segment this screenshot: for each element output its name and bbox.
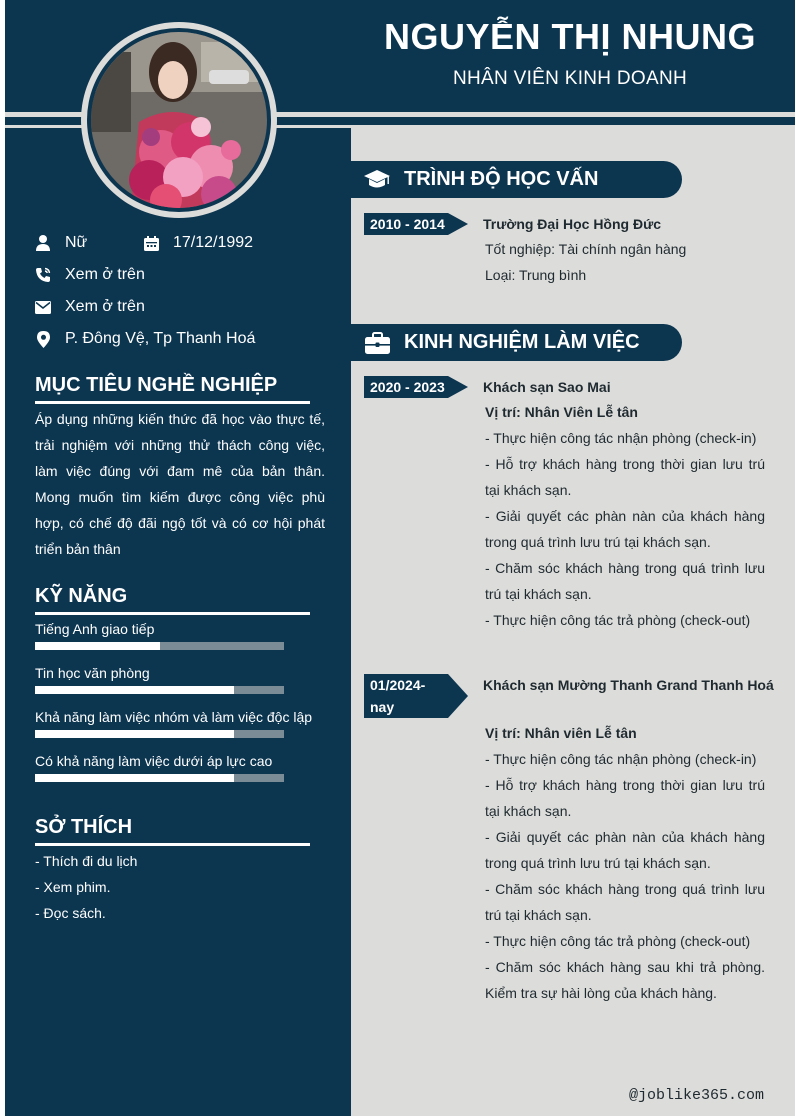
job-position: Vị trí: Nhân Viên Lễ tân [485,404,638,420]
email-value: Xem ở trên [65,298,145,315]
job-period-tag [364,674,468,718]
list-item: - Thích đi du lịch [35,853,138,869]
address-value: P. Đông Vệ, Tp Thanh Hoá [65,330,256,347]
skill-label: Tin học văn phòng [35,665,150,681]
hobbies-divider [35,843,310,846]
skills-title: KỸ NĂNG [35,585,128,607]
job-company: Khách sạn Mường Thanh Grand Thanh Hoá [483,677,774,693]
phone-value: Xem ở trên [65,266,145,283]
job-details [485,399,765,633]
job-period-tag [364,376,468,398]
skills-divider [35,612,310,615]
education-major: Tốt nghiệp: Tài chính ngân hàng [485,241,687,257]
job-duty: - Thực hiện công tác nhận phòng (check-in) [485,430,757,446]
job-duty: - Chăm sóc khách hàng trong quá trình lưu trú tại khách sạn. [485,881,765,923]
education-grade: Loại: Trung bình [485,267,587,283]
candidate-role: NHÂN VIÊN KINH DOANH [452,68,688,89]
skill-bar [35,730,284,738]
gender-row [35,234,87,252]
job-duty: - Hỗ trợ khách hàng trong thời gian lưu trú tại khách sạn. [485,456,765,498]
job-duty: - Giải quyết các phàn nàn của khách hàng trong quá trình lưu trú tại khách sạn. [485,829,765,871]
map-pin-icon [35,331,51,347]
skill-bar [35,642,284,650]
skill-fill [35,686,234,694]
education-period: 2010 - 2014 [370,216,445,232]
skill-bar [35,686,284,694]
job-duty: - Thực hiện công tác trả phòng (check-out) [485,933,751,949]
education-banner [351,161,682,198]
cv-page [5,0,795,1116]
experience-banner [351,324,682,361]
birthdate-row [143,234,253,252]
email-row [35,298,145,316]
footer-credit: @joblike365.com [629,1087,765,1104]
job-company: Khách sạn Sao Mai [483,379,611,395]
user-icon [35,235,51,251]
skill-fill [35,774,234,782]
briefcase-icon [364,330,390,356]
list-item: - Đọc sách. [35,905,106,921]
education-title: TRÌNH ĐỘ HỌC VẤN [404,168,599,190]
address-row [35,330,255,348]
skill-label: Khả năng làm việc nhóm và làm việc độc lập [35,709,313,725]
job-duty: - Chăm sóc khách hàng trong quá trình lưu trú tại khách sạn. [485,560,765,602]
education-details [485,236,765,288]
graduation-cap-icon [364,167,390,193]
job-period: nay [370,699,395,715]
profile-photo [91,32,267,208]
phone-icon [35,267,51,283]
skill-fill [35,642,160,650]
hobbies-title: SỞ THÍCH [35,816,133,838]
envelope-icon [35,299,51,315]
skill-label: Tiếng Anh giao tiếp [35,621,155,637]
skill-label: Có khả năng làm việc dưới áp lực cao [35,753,273,769]
job-duty: - Chăm sóc khách hàng sau khi trả phòng. Kiểm tra sự hài lòng của khách hàng. [485,959,765,1001]
job-duty: - Thực hiện công tác nhận phòng (check-in) [485,751,757,767]
hobbies-list [35,848,137,926]
objective-text: Áp dụng những kiến thức đã học vào thực tế, trải nghiệm với những thử thách công việc, làm việc đúng với đam mê của bản thân. Mong muốn tìm kiếm được công việc phù hợp, có chế độ đãi ngộ tốt và có cơ hội phát triển bản thân [35,411,325,557]
school-name: Trường Đại Học Hồng Đức [483,216,662,232]
skill-bar [35,774,284,782]
objective-divider [35,401,310,404]
job-position: Vị trí: Nhân viên Lễ tân [485,725,637,741]
gender-value: Nữ [65,234,88,251]
candidate-name: NGUYỄN THỊ NHUNG [383,16,756,57]
job-duty: - Thực hiện công tác trả phòng (check-out) [485,612,751,628]
phone-row [35,266,145,284]
job-period: 01/2024- [370,677,426,693]
list-item: - Xem phim. [35,879,111,895]
experience-title: KINH NGHIỆM LÀM VIỆC [404,331,640,353]
calendar-icon [143,235,159,251]
job-details [485,720,765,1006]
avatar [81,22,277,218]
job-period: 2020 - 2023 [370,379,445,395]
skill-fill [35,730,234,738]
objective-title: MỤC TIÊU NGHỀ NGHIỆP [35,374,278,396]
birthdate-value: 17/12/1992 [173,234,254,251]
job-duty: - Giải quyết các phàn nàn của khách hàng trong quá trình lưu trú tại khách sạn. [485,508,765,550]
job-duty: - Hỗ trợ khách hàng trong thời gian lưu trú tại khách sạn. [485,777,765,819]
education-period-tag [364,213,468,235]
